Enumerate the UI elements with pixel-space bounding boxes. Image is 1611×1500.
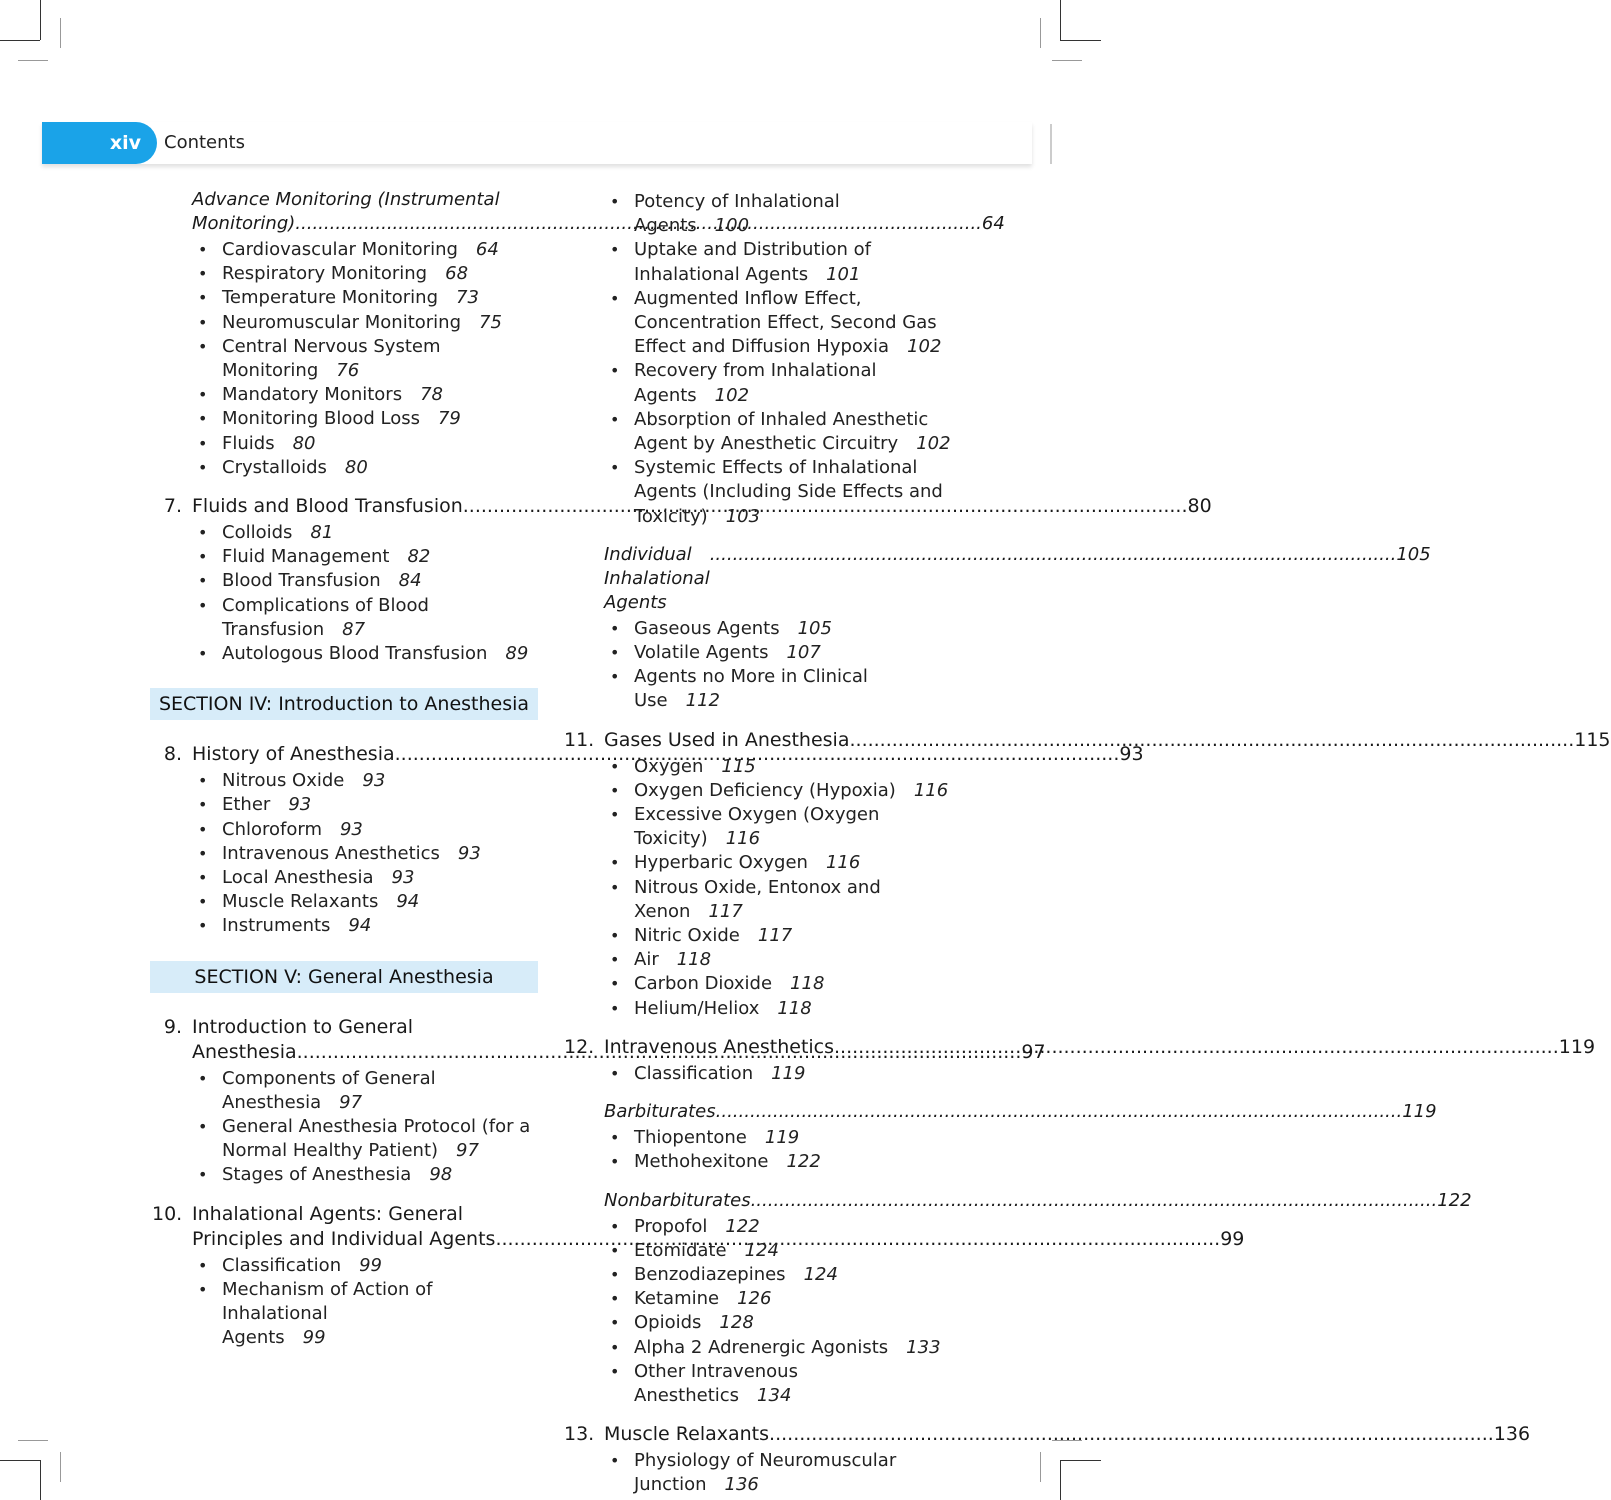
list-item [198, 793, 542, 817]
topic-page: 93 [288, 794, 312, 816]
header-title: Contents [164, 132, 245, 153]
spacer [152, 720, 542, 742]
list-item [610, 1311, 954, 1335]
section-heading: SECTION IV: Introduction to Anesthesia [150, 688, 538, 720]
topic-text: Autologous Blood Transfusion [222, 643, 488, 665]
dot-leader [769, 1422, 1494, 1447]
subheading-entry [564, 1100, 1437, 1174]
list-item [198, 594, 542, 642]
header-edge-mark [1050, 124, 1056, 164]
entry-page: 115 [1574, 728, 1611, 751]
topic-page: 122 [725, 1215, 760, 1237]
topic-text: Classification [222, 1254, 342, 1276]
topic-list [564, 755, 954, 1021]
entry-title: Fluids and Blood Transfusion [192, 495, 463, 518]
topic-text: Instruments [222, 915, 331, 937]
list-item [198, 407, 542, 431]
topic-text: Potency of Inhalational Agents [634, 191, 840, 237]
list-item [198, 1115, 542, 1163]
topic-text: Thiopentone [634, 1127, 747, 1149]
entry-page: 136 [1493, 1423, 1531, 1446]
entry-title: Advance Monitoring (Instrumental [192, 189, 500, 210]
list-item [610, 924, 954, 948]
topic-text: General Anesthesia Protocol (for a [222, 1116, 531, 1138]
topic-text: Toxicity) [634, 505, 708, 527]
crop-mark [60, 18, 61, 48]
topic-list [152, 521, 542, 666]
entry-title-line [604, 728, 1611, 753]
topic-text: Augmented Inflow Effect, [634, 287, 862, 309]
topic-list [152, 238, 542, 480]
topic-text: Excessive Oxygen (Oxygen [634, 804, 880, 826]
topic-list [564, 190, 954, 529]
topic-text: Respiratory Monitoring [222, 263, 428, 285]
crop-mark [1060, 40, 1101, 41]
list-item [198, 1254, 542, 1278]
crop-mark [1040, 18, 1041, 48]
topic-text: Absorption of Inhaled Anesthetic [634, 408, 929, 430]
list-item [610, 408, 954, 456]
crop-mark [0, 1460, 40, 1461]
dot-leader [834, 1035, 1559, 1060]
topic-text: Agents (Including Side Effects and [634, 481, 943, 503]
list-item [198, 335, 542, 383]
topic-page: 105 [797, 617, 832, 639]
list-item [198, 545, 542, 569]
crop-mark [1052, 60, 1082, 61]
spacer [152, 993, 542, 1015]
topic-list [152, 769, 542, 938]
spacer [564, 714, 954, 728]
chapter-title [604, 1035, 1595, 1060]
entry-page: 80 [1187, 495, 1212, 518]
list-item [198, 842, 542, 866]
entry-title: Inhalational Agents: General [192, 1202, 464, 1225]
topic-page: 124 [803, 1263, 838, 1285]
list-item [610, 1449, 954, 1497]
section-heading-wrap [152, 961, 542, 993]
entry-title: Barbiturates [604, 1101, 716, 1123]
list-item [610, 803, 954, 851]
list-item [610, 1150, 954, 1174]
section-heading-wrap [152, 688, 542, 720]
spacer [564, 1408, 954, 1422]
list-item [610, 617, 954, 641]
topic-text: Uptake and Distribution of [634, 239, 871, 261]
topic-page: 119 [764, 1127, 800, 1149]
list-item [610, 948, 954, 972]
list-item [198, 238, 542, 262]
topic-text: Hyperbaric Oxygen [634, 852, 808, 874]
topic-group [564, 190, 954, 529]
entry-page: 93 [1119, 743, 1144, 766]
page-number: xiv [42, 122, 157, 164]
topic-text: Etomidate [634, 1239, 727, 1261]
entry-title: Individual Inhalational Agents [604, 543, 710, 613]
crop-mark [1060, 1460, 1061, 1500]
dot-leader [716, 1100, 1403, 1124]
entry-title: Gases Used in Anesthesia [604, 728, 850, 751]
topic-page: 102 [714, 384, 750, 406]
topic-page: 99 [302, 1327, 326, 1349]
topic-text: Fluid Management [222, 546, 390, 568]
list-item [610, 1287, 954, 1311]
topic-text: Mandatory Monitors [222, 384, 403, 406]
topic-text: Anesthesia [222, 1091, 322, 1113]
entry-title: Intravenous Anesthetics [604, 1035, 835, 1058]
topic-list [564, 617, 954, 714]
list-item [610, 665, 954, 713]
topic-page: 119 [771, 1062, 806, 1084]
topic-text: Components of General [222, 1067, 436, 1089]
topic-text: Helium/Heliox [634, 997, 760, 1019]
topic-text: Ketamine [634, 1288, 720, 1310]
topic-text: Intravenous Anesthetics [222, 842, 440, 864]
topic-page: 78 [420, 384, 443, 406]
topic-page: 118 [777, 997, 812, 1019]
entry-page: 64 [981, 213, 1005, 234]
topic-text: Agents no More in Clinical Use [634, 666, 868, 712]
crop-mark [1060, 1460, 1101, 1461]
topic-list [152, 1067, 542, 1188]
topic-page: 116 [913, 779, 949, 801]
spacer [152, 480, 542, 494]
list-item [610, 997, 954, 1021]
topic-text: Normal Healthy Patient) [222, 1140, 439, 1162]
crop-mark [18, 60, 48, 61]
chapter-number: 13. [564, 1423, 595, 1446]
crop-mark [40, 1460, 41, 1500]
topic-page: 93 [457, 842, 481, 864]
topic-text: Temperature Monitoring [222, 287, 438, 309]
topic-page: 118 [676, 949, 712, 971]
entry-title: Monitoring) [192, 213, 296, 234]
entry-page: 122 [1437, 1189, 1472, 1211]
topic-text: Nitric Oxide [634, 925, 740, 947]
topic-page: 128 [719, 1312, 754, 1334]
topic-text: Agent by Anesthetic Circuitry [634, 433, 899, 455]
topic-text: Recovery from Inhalational [634, 360, 877, 382]
list-item [198, 1278, 542, 1351]
list-item [610, 972, 954, 996]
dot-leader [849, 728, 1574, 753]
list-item [198, 642, 542, 666]
topic-text: Concentration Effect, Second Gas [634, 312, 937, 334]
subheading [564, 1189, 1472, 1213]
list-item [610, 755, 954, 779]
crop-mark [40, 0, 41, 40]
spacer [564, 1175, 954, 1189]
topic-page: 100 [714, 215, 750, 237]
topic-text: Systemic Effects of Inhalational [634, 457, 918, 479]
entry-title: History of Anesthesia [192, 743, 395, 766]
list-item [610, 287, 954, 360]
entry-title: Muscle Relaxants [604, 1423, 770, 1446]
topic-text: Effect and Diffusion Hypoxia [634, 336, 890, 358]
topic-page: 99 [359, 1254, 383, 1276]
subheading [564, 543, 1431, 615]
topic-page: 116 [825, 852, 861, 874]
topic-page: 97 [456, 1140, 479, 1162]
topic-page: 89 [505, 643, 529, 665]
topic-page: 134 [757, 1384, 792, 1406]
list-item [198, 866, 542, 890]
topic-page: 122 [786, 1151, 821, 1173]
list-item [198, 456, 542, 480]
chapter-heading [564, 728, 1611, 753]
topic-text: Carbon Dioxide [634, 973, 773, 995]
topic-text: Central Nervous System [222, 335, 441, 357]
crop-mark [1040, 1452, 1041, 1482]
list-item [610, 1215, 954, 1239]
topic-text: Air [634, 949, 659, 971]
dot-leader [751, 1189, 1438, 1213]
topic-text: Junction [634, 1474, 707, 1496]
chapter-heading [564, 1422, 1531, 1447]
entry-page: 119 [1402, 1101, 1437, 1123]
topic-page: 115 [721, 755, 756, 777]
entry-title-line [604, 543, 1431, 615]
entry-title: Anesthesia [192, 1040, 297, 1063]
list-item [198, 262, 542, 286]
topic-text: Stages of Anesthesia [222, 1164, 412, 1186]
topic-page: 79 [437, 408, 461, 430]
subheading-entry [564, 543, 1431, 714]
entry-title-line [192, 188, 542, 212]
list-item [610, 456, 954, 529]
topic-list [152, 1254, 542, 1351]
list-item [198, 914, 542, 938]
list-item [610, 1360, 954, 1408]
dot-leader [710, 543, 1397, 615]
topic-page: 68 [445, 263, 469, 285]
entry-title-line [604, 1035, 1595, 1060]
topic-page: 75 [479, 311, 502, 333]
list-item [198, 286, 542, 310]
topic-text: Xenon [634, 900, 691, 922]
topic-text: Benzodiazepines [634, 1263, 786, 1285]
list-item [198, 311, 542, 335]
topic-text: Muscle Relaxants [222, 891, 379, 913]
list-item [610, 1263, 954, 1287]
topic-text: Alpha 2 Adrenergic Agonists [634, 1336, 889, 1358]
list-item [198, 432, 542, 456]
list-item [610, 190, 954, 238]
crop-mark [18, 1440, 48, 1441]
topic-text: Propofol [634, 1215, 708, 1237]
chapter-number: 7. [163, 495, 182, 518]
topic-text: Classification [634, 1062, 754, 1084]
list-item [610, 359, 954, 407]
topic-text: Colloids [222, 522, 293, 544]
topic-text: Local Anesthesia [222, 867, 374, 889]
chapter-title [604, 1422, 1530, 1447]
chapter-title [604, 728, 1611, 753]
topic-text: Agents [222, 1327, 285, 1349]
spacer [564, 1086, 954, 1100]
topic-page: 102 [916, 433, 951, 455]
topic-text: Chloroform [222, 818, 322, 840]
topic-page: 101 [826, 263, 861, 285]
topic-page: 87 [342, 618, 366, 640]
topic-page: 80 [344, 456, 368, 478]
topic-text: Complications of Blood [222, 594, 429, 616]
topic-text: Toxicity) [634, 828, 708, 850]
topic-text: Physiology of Neuromuscular [634, 1450, 897, 1472]
topic-list [564, 1126, 954, 1174]
list-item [610, 1336, 954, 1360]
chapter-number: 12. [564, 1035, 595, 1058]
topic-text: Fluids [222, 432, 275, 454]
topic-text: Crystalloids [222, 456, 327, 478]
section-heading: SECTION V: General Anesthesia [150, 961, 538, 993]
list-item [610, 876, 954, 924]
topic-list [564, 1062, 954, 1086]
topic-page: 94 [348, 915, 372, 937]
topic-page: 84 [398, 570, 422, 592]
topic-page: 133 [906, 1336, 941, 1358]
list-item [610, 641, 954, 665]
entry-title-line [604, 1422, 1530, 1447]
entry-title: Principles and Individual Agents [192, 1227, 496, 1250]
topic-text: Volatile Agents [634, 642, 769, 664]
topic-page: 94 [396, 891, 420, 913]
topic-page: 117 [708, 900, 743, 922]
topic-text: Oxygen Deficiency (Hypoxia) [634, 779, 896, 801]
list-item [198, 569, 542, 593]
spacer [152, 939, 542, 961]
entry-page: 99 [1220, 1227, 1245, 1250]
topic-text: Mechanism of Action of Inhalational [222, 1278, 433, 1325]
topic-page: 118 [790, 973, 825, 995]
topic-text: Neuromuscular Monitoring [222, 311, 462, 333]
list-item [198, 383, 542, 407]
list-item [610, 1239, 954, 1263]
topic-text: Oxygen [634, 755, 704, 777]
topic-text: Methohexitone [634, 1151, 769, 1173]
topic-page: 117 [757, 925, 793, 947]
subheading [564, 1100, 1437, 1124]
topic-text: Nitrous Oxide [222, 770, 345, 792]
list-item [610, 238, 954, 286]
topic-page: 80 [292, 432, 316, 454]
topic-text: Transfusion [222, 618, 325, 640]
entry-title: Introduction to General [192, 1015, 414, 1038]
topic-page: 82 [407, 546, 431, 568]
spacer [152, 1188, 542, 1202]
topic-text: Cardiovascular Monitoring [222, 239, 458, 260]
chapter-number: 10. [152, 1202, 183, 1225]
list-item [198, 818, 542, 842]
topic-page: 126 [737, 1288, 772, 1310]
topic-page: 103 [725, 505, 761, 527]
topic-page: 102 [907, 336, 942, 358]
crop-mark [60, 1452, 61, 1482]
topic-text: Other Intravenous Anesthetics [634, 1360, 798, 1406]
entry-page: 97 [1021, 1040, 1046, 1063]
list-item [610, 779, 954, 803]
topic-page: 81 [310, 522, 334, 544]
list-item [610, 851, 954, 875]
topic-page: 112 [685, 690, 720, 712]
topic-page: 76 [336, 360, 360, 382]
topic-page: 124 [744, 1239, 779, 1261]
crop-mark [0, 40, 40, 41]
topic-text: Gaseous Agents [634, 617, 780, 639]
entry-title-line [604, 1189, 1472, 1213]
entry-title: Nonbarbiturates [604, 1189, 751, 1211]
entry-page: 119 [1558, 1035, 1596, 1058]
spacer [564, 529, 954, 543]
topic-text: Blood Transfusion [222, 570, 381, 592]
topic-text: Agents [634, 384, 697, 406]
topic-page: 64 [475, 239, 499, 260]
entry-page: 105 [1396, 543, 1431, 565]
chapter-number: 9. [163, 1015, 182, 1038]
entry-title-line [604, 1100, 1437, 1124]
chapter-number: 11. [564, 728, 595, 751]
topic-text: Nitrous Oxide, Entonox and [634, 876, 881, 898]
topic-page: 97 [339, 1091, 363, 1113]
list-item [198, 521, 542, 545]
topic-list [564, 1449, 954, 1497]
topic-list [564, 1215, 954, 1409]
topic-page: 107 [786, 642, 821, 664]
topic-page: 93 [391, 867, 415, 889]
topic-page: 73 [456, 287, 479, 309]
chapter-number: 8. [163, 743, 182, 766]
topic-page: 98 [429, 1164, 453, 1186]
chapter-entry [564, 1422, 1531, 1497]
topic-page: 93 [339, 818, 363, 840]
topic-text: Ether [222, 794, 271, 816]
list-item [198, 890, 542, 914]
topic-text: Opioids [634, 1312, 702, 1334]
list-item [198, 1067, 542, 1115]
topic-text: Monitoring Blood Loss [222, 408, 420, 430]
spacer [564, 1021, 954, 1035]
topic-page: 136 [724, 1474, 759, 1496]
list-item [198, 1163, 542, 1187]
list-item [610, 1126, 954, 1150]
topic-page: 93 [362, 770, 386, 792]
topic-text: Inhalational Agents [634, 263, 809, 285]
spacer [152, 666, 542, 688]
list-item [610, 1062, 954, 1086]
list-item [198, 769, 542, 793]
crop-mark [1060, 0, 1061, 40]
topic-page: 116 [725, 828, 761, 850]
topic-text: Monitoring [222, 360, 319, 382]
running-header [42, 122, 1032, 164]
